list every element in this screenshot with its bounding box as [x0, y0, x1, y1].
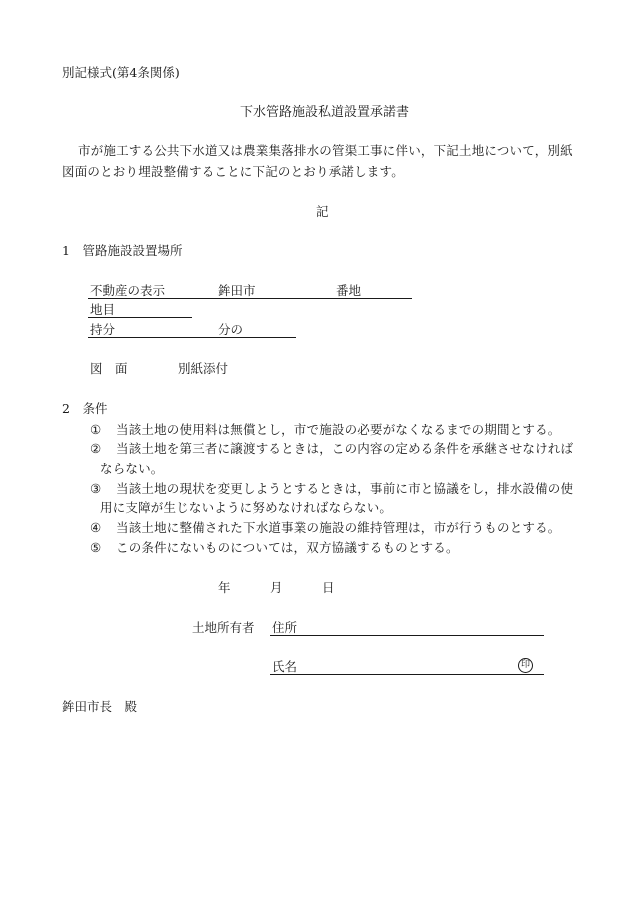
owner-label: 土地所有者: [192, 620, 255, 635]
form-label: 別記様式(第4条関係): [62, 65, 180, 80]
condition-3-text: 当該土地の現状を変更しようとするときは，事前に市と協議をし，排水設備の使: [116, 481, 574, 496]
chimoku-underline: [88, 317, 192, 318]
date-year: 年: [218, 580, 231, 595]
document-title: 下水管路施設私道設置承諾書: [240, 105, 410, 120]
condition-1-number: ①: [90, 422, 102, 437]
address-underline: [270, 635, 544, 636]
zumen-label: 図 面: [90, 361, 128, 376]
name-underline: [270, 674, 544, 675]
condition-5-text: この条件にないものについては，双方協議するものとする。: [116, 540, 459, 555]
address-label: 住所: [272, 620, 298, 635]
mochibun-underline: [88, 337, 296, 338]
condition-4-number: ④: [90, 520, 102, 535]
ki-marker: 記: [316, 204, 329, 219]
chimoku-label: 地目: [90, 302, 116, 317]
date-month: 月: [270, 580, 283, 595]
property-city: 鉾田市: [218, 283, 256, 298]
property-underline: [88, 298, 412, 299]
property-banchi: 番地: [336, 283, 362, 298]
condition-2-text: 当該土地を第三者に譲渡するときは，この内容の定める条件を承継させなければ: [116, 441, 574, 456]
section-1-heading: 1 管路施設設置場所: [62, 243, 183, 258]
addressee: 鉾田市長 殿: [62, 699, 138, 714]
bun-no-label: 分の: [218, 322, 244, 337]
condition-3-number: ③: [90, 481, 102, 496]
intro-line-1: 市が施工する公共下水道又は農業集落排水の管渠工事に伴い，下記土地について，別紙: [78, 143, 573, 158]
condition-4-text: 当該土地に整備された下水道事業の施設の維持管理は，市が行うものとする。: [116, 520, 561, 535]
condition-5-number: ⑤: [90, 540, 102, 555]
zumen-value: 別紙添付: [178, 361, 229, 376]
condition-2-text-cont: ならない。: [100, 461, 164, 476]
intro-line-2: 図面のとおり埋設整備することに下記のとおり承諾します。: [62, 164, 404, 179]
section-2-heading: 2 条件: [62, 401, 108, 416]
name-label: 氏名: [272, 659, 298, 674]
condition-2-number: ②: [90, 441, 102, 456]
mochibun-label: 持分: [90, 322, 116, 337]
condition-3-text-cont: 用に支障が生じないように努めなければならない。: [100, 500, 393, 515]
seal-mark: 印: [518, 658, 533, 673]
property-label: 不動産の表示: [90, 283, 166, 298]
date-day: 日: [322, 580, 335, 595]
condition-1-text: 当該土地の使用料は無償とし，市で施設の必要がなくなるまでの期間とする。: [116, 422, 561, 437]
